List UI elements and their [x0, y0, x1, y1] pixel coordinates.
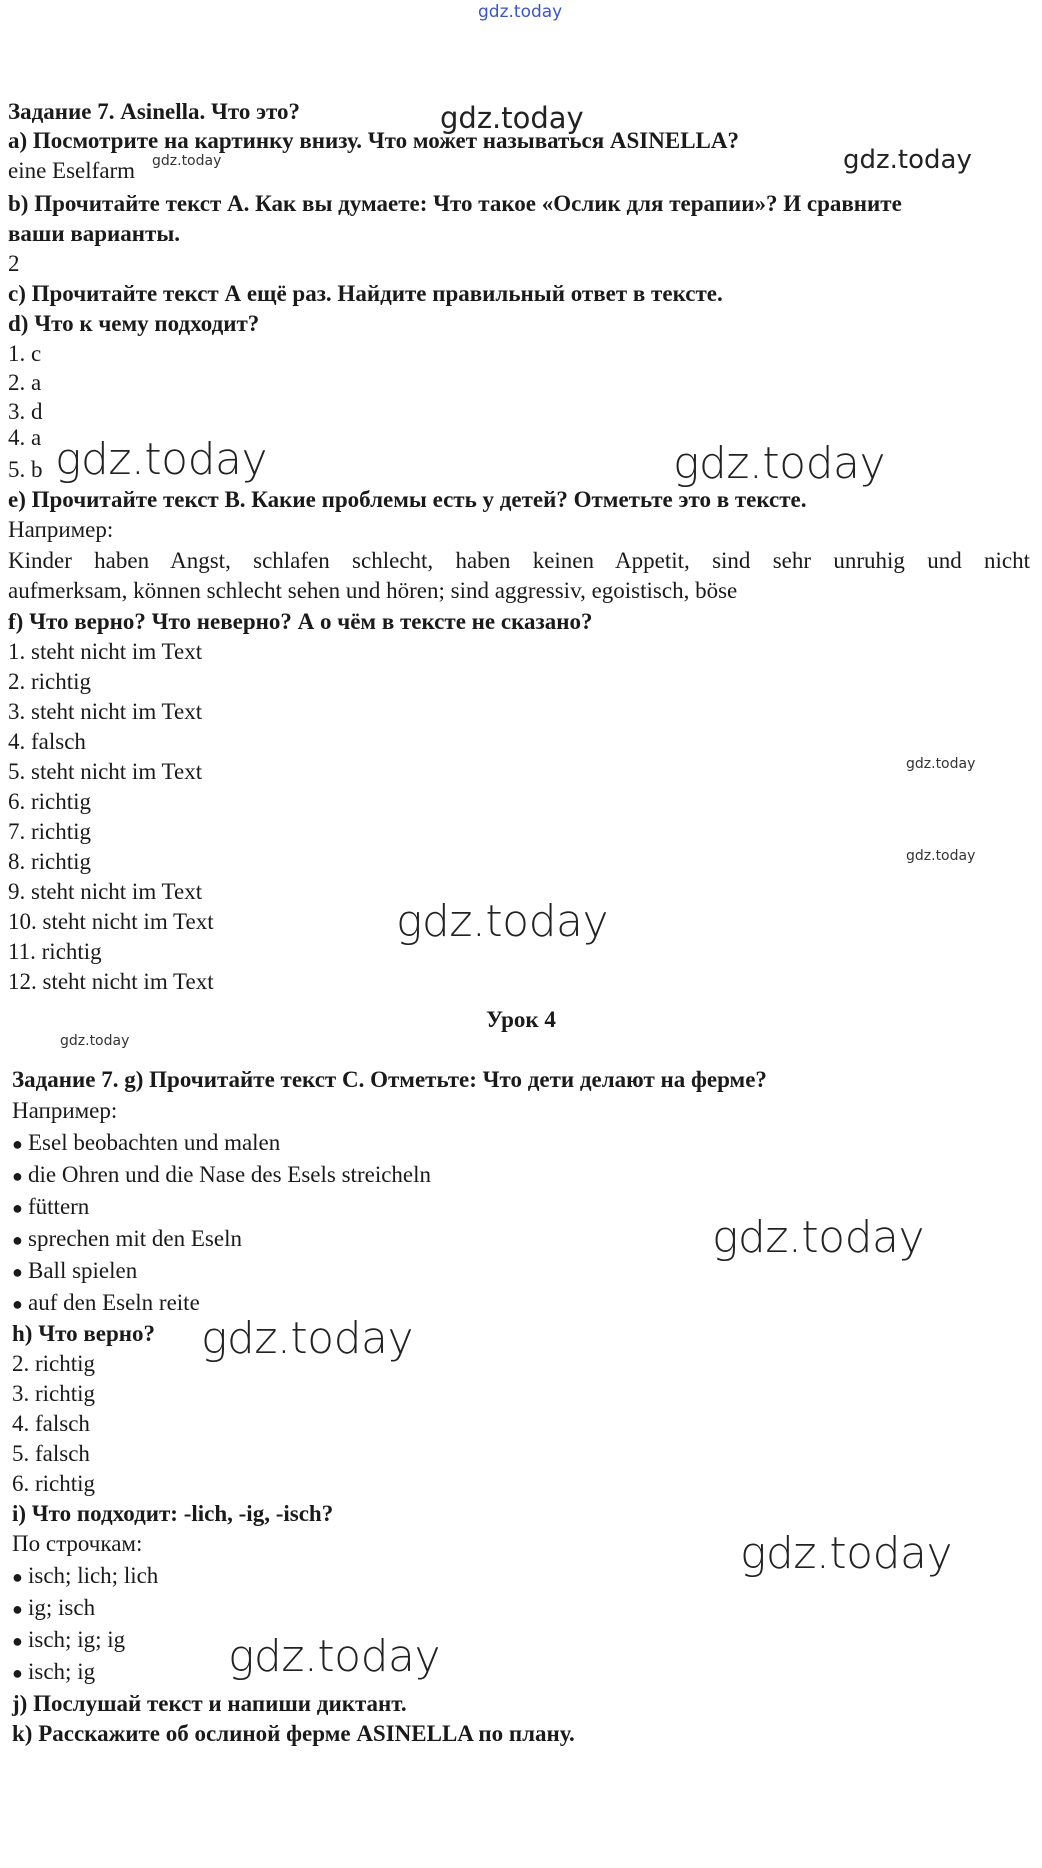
d-item-5: 5. b [8, 457, 43, 482]
i-item-2-text: ig; isch [28, 1595, 96, 1620]
f-item-8: 8. richtig [8, 849, 92, 874]
i-item-4-text: isch; ig [28, 1659, 96, 1684]
d-item-3: 3. d [8, 399, 43, 424]
f-item-12: 12. steht nicht im Text [8, 969, 214, 994]
watermark: gdz.today [906, 756, 976, 772]
bullet-icon: ● [12, 1166, 23, 1186]
g-item-1-text: Esel beobachten und malen [28, 1130, 281, 1155]
e-answer-line2: aufmerksam, können schlecht sehen und hören; sind aggressiv, egoistisch, böse [8, 578, 738, 603]
question-f: f) Что верно? Что неверно? А о чём в тексте не сказано? [8, 609, 593, 634]
f-item-3: 3. steht nicht im Text [8, 699, 203, 724]
answer-b: 2 [8, 251, 20, 276]
i-note: По строчкам: [12, 1531, 143, 1556]
h-item-6: 6. richtig [12, 1471, 96, 1496]
bullet-icon: ● [12, 1262, 23, 1282]
watermark: gdz.today [712, 1212, 925, 1263]
watermark: gdz.today [55, 434, 268, 485]
d-item-2: 2. a [8, 370, 42, 395]
bullet-icon: ● [12, 1134, 23, 1154]
d-item-4: 4. a [8, 425, 42, 450]
lesson-heading: Урок 4 [486, 1007, 556, 1032]
i-item-3-text: isch; ig; ig [28, 1627, 126, 1652]
bullet-icon: ● [12, 1230, 23, 1250]
question-a: a) Посмотрите на картинку внизу. Что может называться ASINELLA? [8, 128, 739, 153]
bullet-icon: ● [12, 1198, 23, 1218]
e-answer-line1: Kinder haben Angst, schlafen schlecht, haben keinen Appetit, sind sehr unruhig und nicht [8, 548, 1030, 573]
g-item-5 [12, 1257, 137, 1286]
g-example-label: Например: [12, 1098, 118, 1123]
watermark: gdz.today [60, 1033, 130, 1049]
g-item-6 [12, 1289, 200, 1318]
g-item-4 [12, 1225, 242, 1254]
f-item-6: 6. richtig [8, 789, 92, 814]
question-c: c) Прочитайте текст А ещё раз. Найдите правильный ответ в тексте. [8, 281, 723, 306]
watermark: gdz.today [396, 896, 609, 947]
f-item-11: 11. richtig [8, 939, 102, 964]
watermark: gdz.today [843, 145, 972, 175]
g-item-3 [12, 1193, 89, 1222]
f-item-2: 2. richtig [8, 669, 92, 694]
bullet-icon: ● [12, 1663, 23, 1683]
question-k: k) Расскажите об ослиной ферме ASINELLA по плану. [12, 1721, 575, 1746]
question-d: d) Что к чему подходит? [8, 311, 260, 336]
g-item-2 [12, 1161, 431, 1190]
g-item-2-text: die Ohren und die Nase des Esels streicheln [28, 1162, 432, 1187]
bullet-icon: ● [12, 1294, 23, 1314]
f-item-1: 1. steht nicht im Text [8, 639, 203, 664]
question-j: j) Послушай текст и напиши диктант. [12, 1691, 407, 1716]
f-item-9: 9. steht nicht im Text [8, 879, 203, 904]
f-item-4: 4. falsch [8, 729, 86, 754]
task-title: Задание 7. Asinella. Что это? [8, 99, 301, 124]
i-item-4 [12, 1658, 95, 1687]
g-item-5-text: Ball spielen [28, 1258, 138, 1283]
f-item-5: 5. steht nicht im Text [8, 759, 203, 784]
watermark: gdz.today [906, 848, 976, 864]
question-i: i) Что подходит: -lich, -ig, -isch? [12, 1501, 334, 1526]
h-item-3: 3. richtig [12, 1381, 96, 1406]
watermark: gdz.today [152, 153, 222, 169]
i-item-2 [12, 1594, 95, 1623]
g-item-6-text: auf den Eseln reite [28, 1290, 200, 1315]
question-b-line1: b) Прочитайте текст А. Как вы думаете: Что такое «Ослик для терапии»? И сравните [8, 191, 902, 216]
f-item-7: 7. richtig [8, 819, 92, 844]
bullet-icon: ● [12, 1599, 23, 1619]
e-example-label: Например: [8, 517, 114, 542]
bullet-icon: ● [12, 1567, 23, 1587]
watermark: gdz.today [673, 438, 886, 489]
h-item-5: 5. falsch [12, 1441, 90, 1466]
watermark: gdz.today [228, 1631, 441, 1682]
i-item-3 [12, 1626, 125, 1655]
h-item-2: 2. richtig [12, 1351, 96, 1376]
watermark: gdz.today [440, 101, 584, 135]
g-item-1 [12, 1129, 280, 1158]
d-item-1: 1. c [8, 341, 42, 366]
f-item-10: 10. steht nicht im Text [8, 909, 214, 934]
bullet-icon: ● [12, 1631, 23, 1651]
question-h: h) Что верно? [12, 1321, 155, 1346]
i-item-1-text: isch; lich; lich [28, 1563, 159, 1588]
answer-a: eine Eselfarm [8, 158, 136, 183]
watermark: gdz.today [740, 1528, 953, 1579]
g-item-3-text: füttern [28, 1194, 90, 1219]
h-item-4: 4. falsch [12, 1411, 90, 1436]
question-e: e) Прочитайте текст В. Какие проблемы есть у детей? Отметьте это в тексте. [8, 487, 807, 512]
site-watermark-top: gdz.today [478, 2, 563, 22]
question-g: Задание 7. g) Прочитайте текст С. Отметьте: Что дети делают на ферме? [12, 1067, 767, 1092]
question-b-line2: ваши варианты. [8, 221, 181, 246]
watermark: gdz.today [201, 1313, 414, 1364]
g-item-4-text: sprechen mit den Eseln [28, 1226, 242, 1251]
i-item-1 [12, 1562, 158, 1591]
